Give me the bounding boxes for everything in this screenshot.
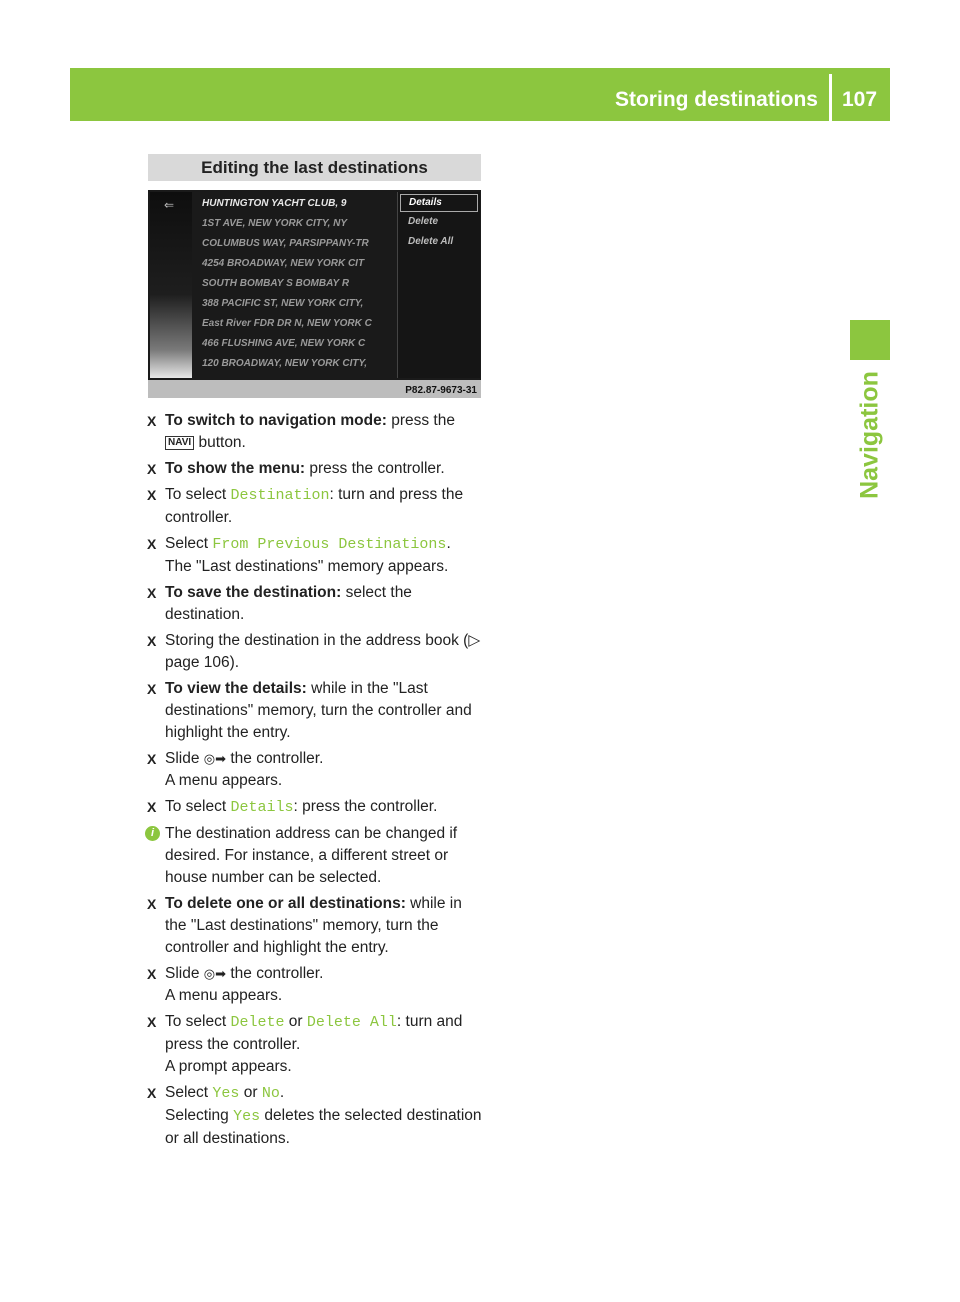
list-item: East River FDR DR N, NEW YORK C bbox=[202, 318, 372, 329]
destination-list bbox=[198, 194, 394, 374]
screen-left-panel bbox=[150, 192, 192, 378]
instruction-item: X Slide ◎➡ the controller. A menu appears. bbox=[147, 750, 324, 789]
instruction-item: X Slide ◎➡ the controller. A menu appears. bbox=[147, 965, 324, 1004]
instruction-item: X To select Delete or Delete All: turn and press the controller. A prompt appears. bbox=[147, 1013, 463, 1075]
step-marker: X bbox=[147, 681, 157, 697]
list-item: 4254 BROADWAY, NEW YORK CIT bbox=[202, 258, 365, 269]
instruction-item: X To select Details: press the controller. bbox=[147, 798, 438, 816]
step-marker: X bbox=[147, 487, 157, 503]
list-item: 388 PACIFIC ST, NEW YORK CITY, bbox=[202, 298, 364, 309]
step-marker: X bbox=[147, 1014, 157, 1030]
step-marker: X bbox=[147, 1085, 157, 1101]
screen-image bbox=[148, 190, 481, 398]
section-heading: Editing the last destinations bbox=[148, 154, 481, 181]
step-marker: X bbox=[147, 896, 157, 912]
step-marker: X bbox=[147, 633, 157, 649]
menu-item-delete-all: Delete All bbox=[408, 236, 454, 247]
step-marker: X bbox=[147, 799, 157, 815]
list-item: COLUMBUS WAY, PARSIPPANY-TR bbox=[202, 238, 369, 249]
list-item: 1ST AVE, NEW YORK CITY, NY bbox=[202, 218, 348, 229]
step-marker: X bbox=[147, 585, 157, 601]
navi-key-icon: NAVI bbox=[165, 436, 194, 450]
step-marker: X bbox=[147, 536, 157, 552]
menu-item-delete: Delete bbox=[408, 216, 439, 227]
instruction-item: X To delete one or all destinations: while in the "Last destinations" memory, turn the controller and highlight the entry. bbox=[147, 895, 462, 956]
header-separator bbox=[829, 74, 832, 121]
page-number: 107 bbox=[842, 88, 878, 111]
list-item: 120 BROADWAY, NEW YORK CITY, bbox=[202, 358, 368, 369]
instruction-item: X Select From Previous Destinations. The "Last destinations" memory appears. bbox=[147, 535, 451, 575]
image-code: P82.87-9673-31 bbox=[405, 385, 477, 396]
instruction-item: X To select Destination: turn and press the controller. bbox=[147, 486, 464, 526]
list-item: SOUTH BOMBAY S BOMBAY R bbox=[202, 278, 350, 289]
step-marker: X bbox=[147, 461, 157, 477]
instruction-item: X To switch to navigation mode: press the NAVI button. bbox=[147, 412, 455, 451]
screen-menu bbox=[397, 192, 480, 378]
side-tab bbox=[850, 320, 890, 360]
instruction-item: X To view the details: while in the "Last destinations" memory, turn the controller and highlight the entry. bbox=[147, 680, 472, 741]
controller-icon: ◎➡ bbox=[203, 966, 227, 981]
instruction-item: X To save the destination: select the destination. bbox=[147, 584, 412, 623]
info-icon: i bbox=[145, 826, 160, 841]
instructions bbox=[147, 410, 483, 1154]
step-marker: X bbox=[147, 751, 157, 767]
list-item: HUNTINGTON YACHT CLUB, 9 bbox=[202, 198, 347, 209]
list-item: 466 FLUSHING AVE, NEW YORK C bbox=[202, 338, 366, 349]
menu-item-details: Details bbox=[400, 194, 478, 212]
page-section-title: Storing destinations bbox=[614, 88, 818, 111]
page-reference-icon: ▷ bbox=[468, 632, 481, 649]
controller-icon: ◎➡ bbox=[203, 751, 227, 766]
step-marker: X bbox=[147, 413, 157, 429]
step-marker: X bbox=[147, 966, 157, 982]
instruction-item: X To show the menu: press the controller. bbox=[147, 458, 483, 480]
instruction-item: X Storing the destination in the address book (▷ page 106). bbox=[147, 632, 481, 671]
back-icon: ⇐ bbox=[164, 198, 175, 212]
info-note: i The destination address can be changed if desired. For instance, a different street or house number can be selected. bbox=[147, 823, 483, 889]
chapter-label: Navigation bbox=[855, 371, 884, 499]
instruction-item: X Select Yes or No. Selecting Yes deletes the selected destination or all destinations. bbox=[147, 1084, 482, 1147]
screen-caption-bar bbox=[148, 380, 481, 398]
